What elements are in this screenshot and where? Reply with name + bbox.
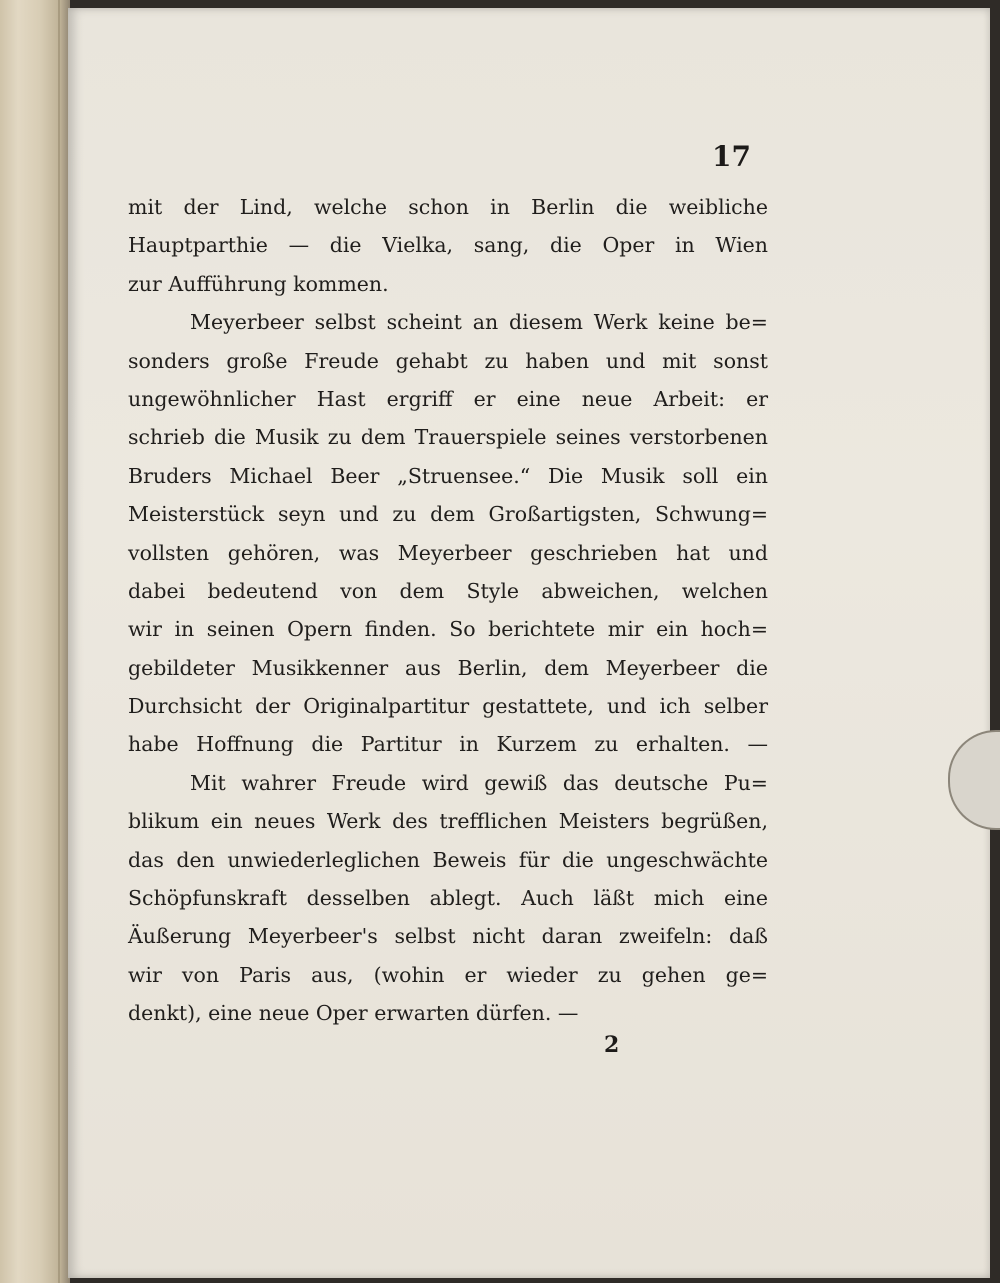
text-line: Durchsicht der Originalpartitur gestattete, und ich selber: [128, 694, 768, 719]
text-line: Meisterstück seyn und zu dem Großartigsten, Schwung=: [128, 502, 768, 527]
binding-edge: [58, 0, 60, 1283]
text-line: dabei bedeutend von dem Style abweichen, welchen: [128, 578, 768, 603]
text-line: Meyerbeer selbst scheint an diesem Werk keine be=: [190, 310, 768, 335]
text-line: schrieb die Musik zu dem Trauerspiele seines verstorbenen: [128, 425, 768, 450]
text-line: mit der Lind, welche schon in Berlin die weibliche: [128, 195, 768, 219]
text-line: Äußerung Meyerbeer's selbst nicht daran zweifeln: daß: [128, 924, 768, 949]
text-line: wir von Paris aus, (wohin er wieder zu gehen ge=: [128, 962, 768, 987]
text-line: Mit wahrer Freude wird gewiß das deutsche Pu=: [190, 770, 768, 795]
text-line: denkt), eine neue Oper erwarten dürfen. —: [128, 1001, 579, 1026]
text-line: Hauptparthie — die Vielka, sang, die Oper in Wien: [128, 233, 768, 258]
text-line: wir in seinen Opern finden. So berichtete mir ein hoch=: [128, 617, 768, 642]
text-line: ungewöhnlicher Hast ergriff er eine neue Arbeit: er: [128, 386, 768, 411]
text-line: habe Hoffnung die Partitur in Kurzem zu erhalten. —: [128, 732, 768, 757]
text-line: blikum ein neues Werk des trefflichen Meisters begrüßen,: [128, 809, 768, 834]
text-line: das den unwiederleglichen Beweis für die ungeschwächte: [128, 847, 768, 872]
signature-mark: 2: [604, 1032, 620, 1058]
text-line: gebildeter Musikkenner aus Berlin, dem Meyerbeer die: [128, 655, 768, 680]
page-number: 17: [712, 140, 751, 173]
text-line: sonders große Freude gehabt zu haben und mit sonst: [128, 348, 768, 373]
body-text: [128, 188, 768, 1033]
text-line: Schöpfunskraft desselben ablegt. Auch läßt mich eine: [128, 886, 768, 911]
text-line: zur Aufführung kommen.: [128, 271, 389, 296]
text-line: vollsten gehören, was Meyerbeer geschrieben hat und: [128, 540, 768, 565]
text-line: Bruders Michael Beer „Struensee.“ Die Musik soll ein: [128, 463, 768, 488]
